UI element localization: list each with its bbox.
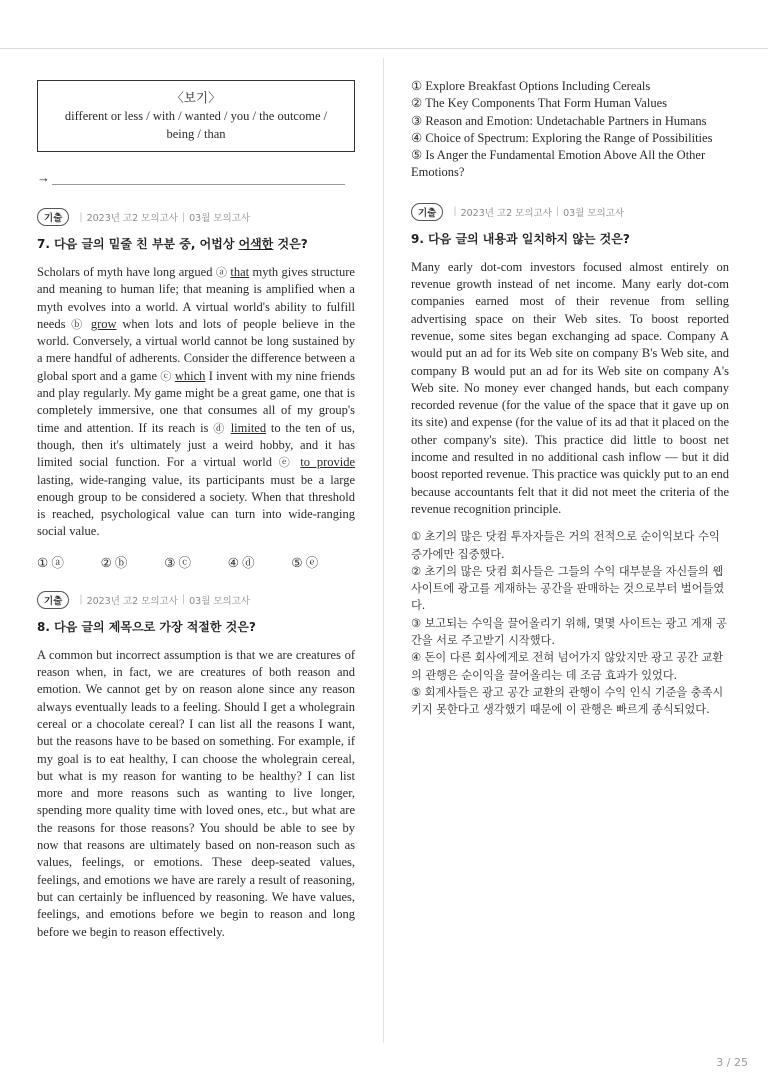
answer-blank xyxy=(52,172,345,185)
bogi-words-line2: being / than xyxy=(166,127,226,141)
marker-d: ⓓ xyxy=(213,421,226,435)
q8-option-1[interactable]: ① Explore Breakfast Options Including Cereals xyxy=(411,79,651,93)
q8-passage: A common but incorrect assumption is that we are creatures of reason when, in fact, we are creatures of both reason and emotion. We cannot get by on reason alone since any reason always eventually leads to a feeling. Should I get a wholegrain cereal or a chocolate cereal? I can list all the reasons I want, but the reasons have to be based on something. For example, if my goal is to eat healthy, I can choose the wholegrain cereal, but what is my reason for wanting to be healthy? I can list more and more reasons such as wanting to live longer, spending more quality time with loved ones, etc., but what are the reasons for those reasons? You should be able to see by now that reasons are ultimately based on non-reason such as values, feelings, or emotions. These deep-seated values, feelings, and emotions we have are rarely a result of reasoning, but can certainly be influenced by reasoning. We have values, feelings, and emotions before we begin to reason and long before we begin to reason effectively. xyxy=(37,647,355,939)
marker-e: ⓔ xyxy=(278,456,294,470)
marker-a: ⓐ xyxy=(215,266,228,279)
q7-choice-2[interactable]: ② ⓑ xyxy=(100,555,128,570)
answer-line xyxy=(37,170,355,186)
q9-source-tag: 기출 | 2023년 고2 모의고사 | 03월 모의고사 xyxy=(411,203,729,221)
q7-passage: Scholars of myth have long argued ⓐ that myth gives structure and meaning to human life; that meaning is amplified when a myth evolves into a world. A virtual world's ability to fulfill needs ⓑ grow when lots and lots of people believe in the world. Conversely, a virtual world cannot be long sustained by a mere handful of adherents. Consider the difference between a global sport and a game ⓒ which I invent with my nine friends and play regularly. My game might be a great game, one that is completely immersive, one that consumes all of my group's time and attention. If its reach is ⓓ limited to the ten of us, though, then it's ultimately just a weird hobby, and it has limited social function. For a virtual world ⓔ to provide lasting, wide-ranging value, its participants must be a large enough group to be considered a society. When that threshold is reached, psychological value can turn into wide-ranging social value. xyxy=(37,265,356,539)
q7-choice-4[interactable]: ④ ⓓ xyxy=(227,555,255,570)
q9-option-2[interactable]: ② 초기의 많은 닷컴 회사들은 그들의 수익 대부분을 자신들의 웹사이트에 광고를 게재하는 공간을 판매하는 것으로부터 벌어들였다. xyxy=(411,564,725,613)
q7-choices xyxy=(37,553,355,571)
underline-b: grow xyxy=(90,316,117,331)
q8-source-tag: 기출 | 2023년 고2 모의고사 | 03월 모의고사 xyxy=(37,591,355,609)
arrow-icon: → xyxy=(37,170,50,185)
q9-option-5[interactable]: ⑤ 회계사들은 광고 공간 교환의 관행이 수익 인식 기준을 충족시키지 못한다고 생각했기 때문에 이 관행은 빠르게 종식되었다. xyxy=(411,685,724,717)
source-year: 2023년 고2 모의고사 xyxy=(460,207,552,219)
q8-option-5[interactable]: ⑤ Is Anger the Fundamental Emotion Above All the Other Emotions? xyxy=(411,148,706,180)
q7-choice-1[interactable]: ① ⓐ xyxy=(37,555,64,570)
left-column xyxy=(37,78,355,941)
marker-b: ⓑ xyxy=(71,317,85,331)
gichul-badge: 기출 xyxy=(37,591,69,609)
source-year: 2023년 고2 모의고사 xyxy=(86,595,178,607)
bogi-title: 〈보기〉 xyxy=(171,91,221,105)
q8-options xyxy=(411,78,729,182)
q9-options xyxy=(411,528,729,718)
q9-title: 9. 다음 글의 내용과 일치하지 않는 것은? xyxy=(411,231,630,246)
q7-source-tag: 기출 | 2023년 고2 모의고사 | 03월 모의고사 xyxy=(37,208,355,226)
header-rule xyxy=(0,48,768,49)
gichul-badge: 기출 xyxy=(37,208,69,226)
q8-option-3[interactable]: ③ Reason and Emotion: Undetachable Partners in Humans xyxy=(411,113,707,128)
q9-option-1[interactable]: ① 초기의 많은 닷컴 투자자들은 거의 전적으로 순이익보다 수익 증가에만 집중했다. xyxy=(411,530,720,561)
right-column xyxy=(411,78,729,719)
source-exam: 03월 모의고사 xyxy=(189,595,251,607)
source-exam: 03월 모의고사 xyxy=(563,207,625,219)
underline-c: which xyxy=(174,368,206,383)
q8-title: 8. 다음 글의 제목으로 가장 적절한 것은? xyxy=(37,619,256,634)
q9-option-3[interactable]: ③ 보고되는 수익을 끌어올리기 위해, 몇몇 사이트는 광고 게재 공간을 서로 주고받기 시작했다. xyxy=(411,616,727,648)
source-exam: 03월 모의고사 xyxy=(189,213,251,224)
q7-choice-5[interactable]: ⑤ ⓔ xyxy=(291,555,319,570)
gichul-badge: 기출 xyxy=(411,203,443,221)
bogi-words-line1: different or less / with / wanted / you / the outcome / xyxy=(64,109,328,123)
q7-choice-3[interactable]: ③ ⓒ xyxy=(164,555,192,570)
q9-passage: Many early dot-com investors focused almost entirely on revenue growth instead of net income. Many early dot-com companies earned most of their revenue from selling advertising space on their Web sites. To boost reported revenue, some sites began exchanging ad space. Company A would put an ad for its Web site on company B's Web site, and company B would put an ad for its Web site on company A's Web site. No money ever changed hands, but each company recorded revenue (for the value of the space that it gave up on its site) and expense (for the value of its ad that it placed on the other company's site). This practice did little to boost net income and resulted in no additional cash inflow — but it did boost reported revenue. This practice was quickly put to an end because accountants felt that it did not meet the criteria of the revenue recognition principle. xyxy=(411,259,729,516)
bogi-box xyxy=(37,80,355,152)
q8-option-2[interactable]: ② The Key Components That Form Human Values xyxy=(411,96,667,111)
underline-e: to provide xyxy=(300,455,356,470)
marker-c: ⓒ xyxy=(160,369,172,383)
underline-d: limited xyxy=(230,420,267,435)
q8-option-4[interactable]: ④ Choice of Spectrum: Exploring the Range of Possibilities xyxy=(411,130,713,145)
page-number: 3 / 25 xyxy=(716,1056,748,1069)
source-year: 2023년 고2 모의고사 xyxy=(86,213,178,224)
q9-option-4[interactable]: ④ 돈이 다른 회사에게로 전혀 넘어가지 않았지만 광고 공간 교환의 관행은 순이익을 끌어올리는 데 조금 효과가 있었다. xyxy=(411,651,724,682)
underline-a: that xyxy=(230,265,250,279)
q7-title: 7. 다음 글의 밑줄 친 부분 중, 어법상 어색한 것은? xyxy=(37,237,308,251)
column-divider xyxy=(383,58,384,1043)
